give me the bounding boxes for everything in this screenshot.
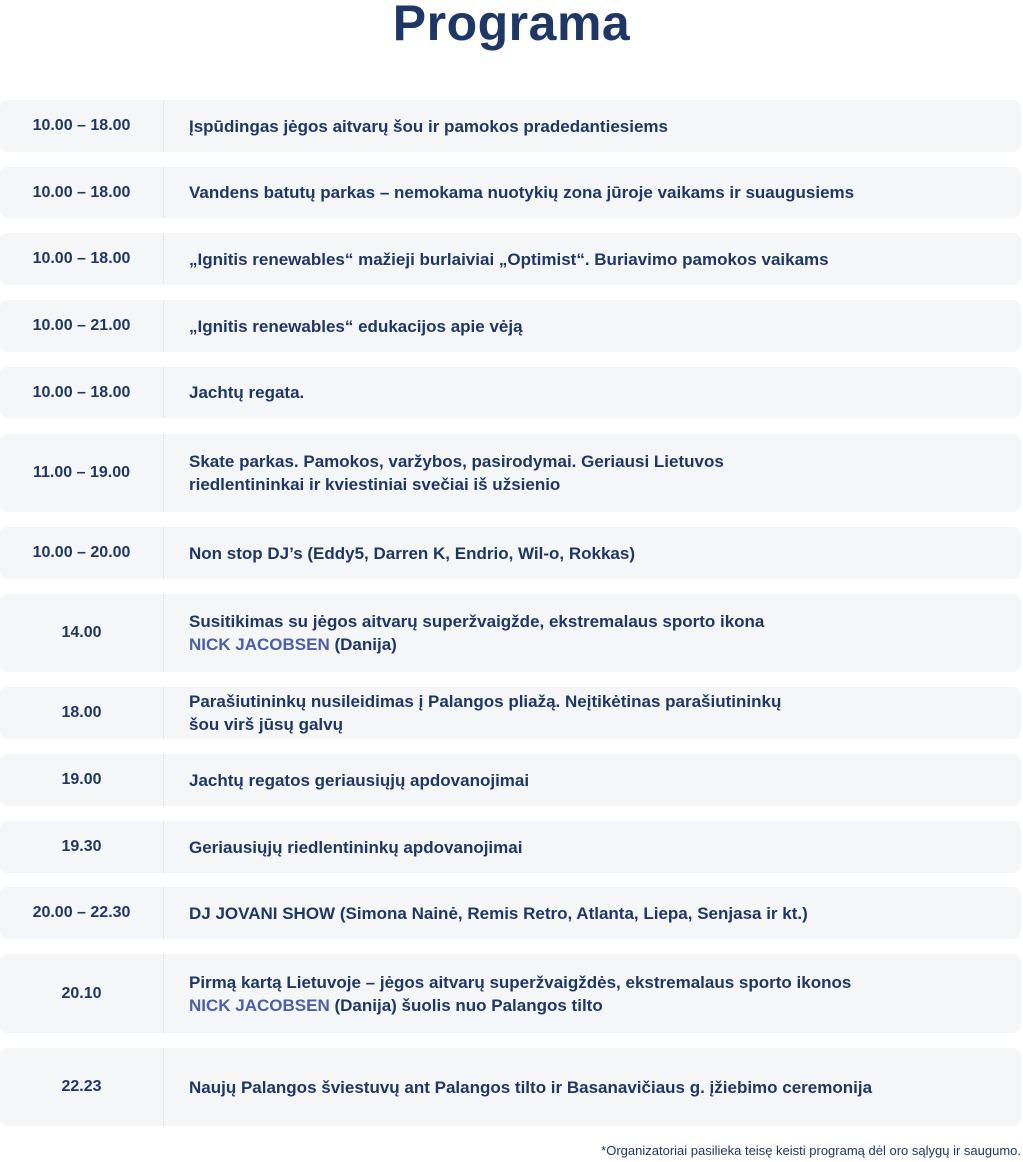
- description-line: [189, 994, 851, 1017]
- schedule-description: [164, 971, 871, 1017]
- schedule-row: [0, 233, 1021, 285]
- schedule-description: [164, 542, 655, 565]
- schedule-description: [164, 381, 324, 404]
- description-line: „Ignitis renewables“ edukacijos apie vėją: [189, 316, 523, 336]
- schedule-description: [164, 181, 874, 204]
- schedule-row: [0, 754, 1021, 806]
- schedule-description: [164, 836, 542, 859]
- description-suffix: (Danija) šuolis nuo Palangos tilto: [329, 995, 603, 1015]
- schedule-time: 22.23: [0, 1048, 164, 1126]
- schedule-description: [164, 315, 543, 338]
- schedule-time: 14.00: [0, 594, 164, 672]
- schedule-description: [164, 450, 744, 496]
- description-line: Non stop DJ’s (Eddy5, Darren K, Endrio, Wil-o, Rokkas): [189, 543, 636, 563]
- page-title: Programa: [392, 0, 631, 51]
- schedule-row: [0, 594, 1021, 672]
- schedule-row: [0, 434, 1021, 512]
- schedule-description: [164, 248, 849, 271]
- schedule-time: 20.00 – 22.30: [0, 887, 164, 939]
- description-line: šou virš jūsų galvų: [189, 715, 343, 734]
- schedule-row: [0, 300, 1021, 352]
- description-line: „Ignitis renewables“ mažieji burlaiviai „Optimist“. Buriavimo pamokos vaikams: [189, 249, 829, 269]
- description-line: Naujų Palangos šviestuvų ant Palangos tilto ir Basanavičiaus g. įžiebimo ceremonija: [189, 1077, 873, 1097]
- schedule-time: 10.00 – 18.00: [0, 167, 164, 218]
- schedule-row: [0, 167, 1021, 218]
- description-line: Geriausiųjų riedlentininkų apdovanojimai: [189, 837, 523, 857]
- schedule-row: [0, 527, 1021, 579]
- schedule-row: [0, 1048, 1021, 1126]
- description-line: Jachtų regatos geriausiųjų apdovanojimai: [189, 770, 530, 790]
- schedule-description: [164, 115, 688, 138]
- footnote: *Organizatoriai pasilieka teisę keisti programą dėl oro sąlygų ir saugumo.: [601, 1143, 1021, 1158]
- schedule-description: [164, 690, 801, 736]
- description-line: Įspūdingas jėgos aitvarų šou ir pamokos pradedantiesiems: [189, 116, 668, 136]
- schedule-time: 19.00: [0, 754, 164, 806]
- schedule-row: [0, 887, 1021, 939]
- schedule-time: 10.00 – 20.00: [0, 527, 164, 579]
- description-line: Pirmą kartą Lietuvoje – jėgos aitvarų superžvaigždės, ekstremalaus sporto ikonos: [189, 972, 852, 992]
- description-line: [189, 633, 764, 656]
- description-line: Skate parkas. Pamokos, varžybos, pasirodymai. Geriausi Lietuvos: [189, 452, 724, 471]
- schedule-time: 10.00 – 18.00: [0, 233, 164, 285]
- schedule-row: [0, 367, 1021, 418]
- schedule-time: 19.30: [0, 821, 164, 873]
- highlighted-name: NICK JACOBSEN: [189, 635, 330, 654]
- schedule-description: [164, 610, 784, 656]
- description-line: Vandens batutų parkas – nemokama nuotykių zona jūroje vaikams ir suaugusiems: [189, 183, 855, 202]
- schedule-row: [0, 954, 1021, 1033]
- schedule-row: [0, 100, 1021, 152]
- schedule-description: [164, 769, 549, 792]
- schedule-description: [164, 1076, 892, 1099]
- description-line: riedlentininkai ir kviestiniai svečiai iš užsienio: [189, 475, 561, 494]
- schedule-time: 10.00 – 21.00: [0, 300, 164, 352]
- schedule-row: [0, 821, 1021, 873]
- highlighted-name: NICK JACOBSEN: [189, 995, 330, 1015]
- schedule-row: [0, 687, 1021, 739]
- description-line: DJ JOVANI SHOW (Simona Nainė, Remis Retro, Atlanta, Liepa, Senjasa ir kt.): [189, 903, 808, 923]
- schedule-time: 18.00: [0, 687, 164, 739]
- schedule-time: 10.00 – 18.00: [0, 367, 164, 418]
- description-line: Susitikimas su jėgos aitvarų superžvaigžde, ekstremalaus sporto ikona: [189, 612, 765, 631]
- schedule-time: 11.00 – 19.00: [0, 434, 164, 512]
- description-line: Jachtų regata.: [189, 383, 305, 402]
- schedule-time: 10.00 – 18.00: [0, 100, 164, 152]
- schedule-description: [164, 902, 828, 925]
- description-suffix: (Danija): [329, 635, 397, 654]
- schedule-time: 20.10: [0, 954, 164, 1033]
- description-line: Parašiutininkų nusileidimas į Palangos pliažą. Neįtikėtinas parašiutininkų: [189, 692, 782, 711]
